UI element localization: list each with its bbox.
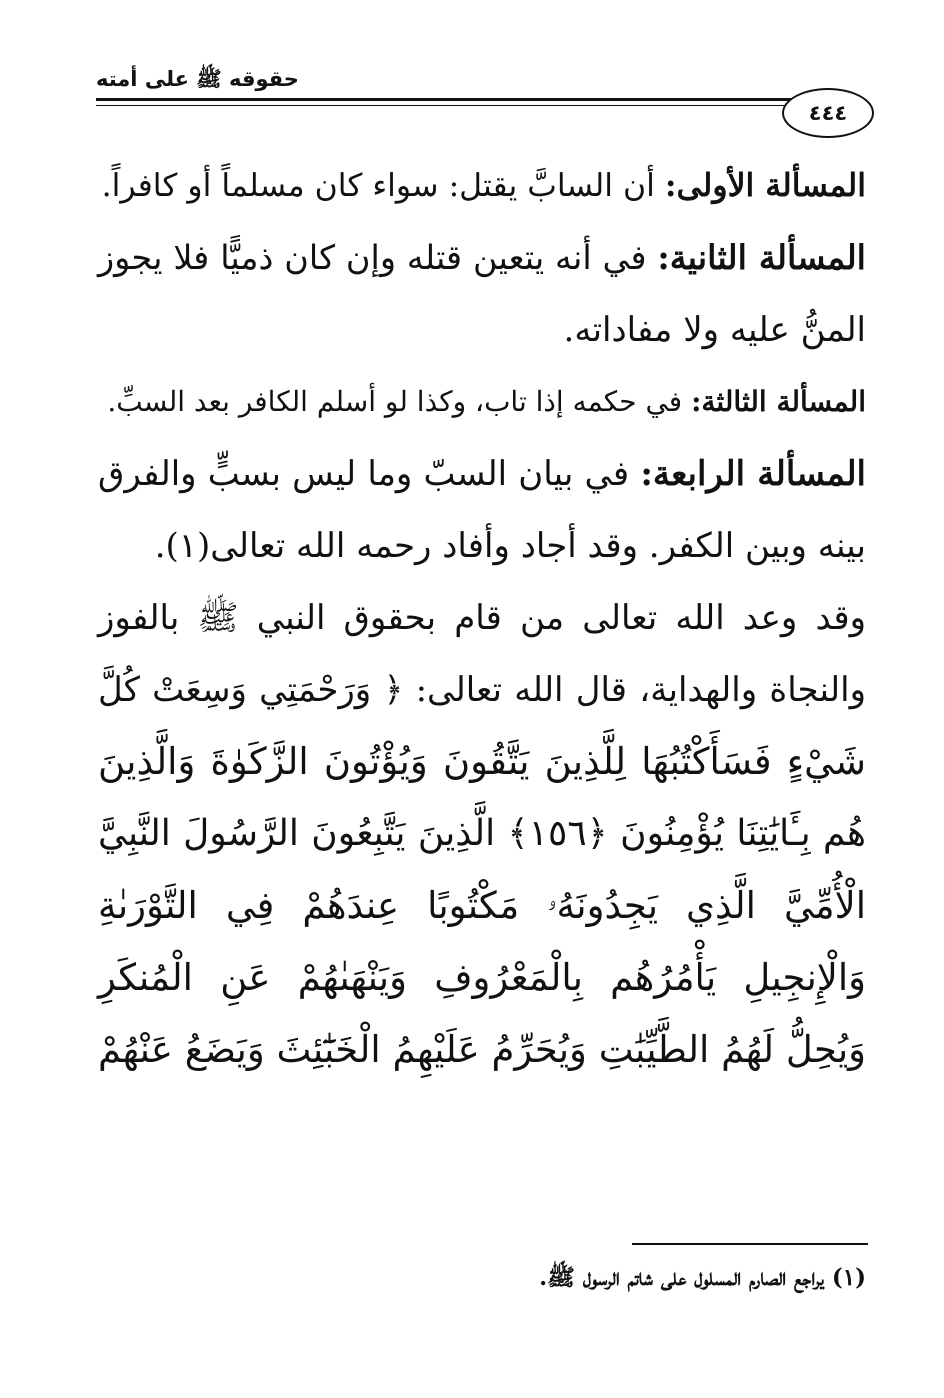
text-line [98, 366, 866, 438]
footnote: (١) يراجع الصارم المسلول على شاتم الرسول ﷺ. [539, 1264, 866, 1291]
issue-text: أن السابَّ يقتل: سواء كان مسلماً أو كافراً. [101, 168, 665, 204]
issue-label: المسألة الرابعة: [640, 454, 866, 494]
text-line: بينه وبين الكفر. وقد أجاد وأفاد رحمه الله تعالى(١). [154, 526, 866, 566]
issue-text: في بيان السبّ وما ليس بسبٍّ والفرق [98, 454, 641, 494]
header-rule [96, 98, 796, 101]
text-line [98, 222, 866, 294]
text-line [98, 438, 866, 510]
header-rule-thin [96, 105, 796, 106]
text-line: والنجاة والهداية، قال الله تعالى: ﴿ وَرَحْمَتِي وَسِعَتْ كُلَّ [98, 670, 866, 710]
quran-verse-line: شَيْءٍ فَسَأَكْتُبُهَا لِلَّذِينَ يَتَّقُونَ وَيُؤْتُونَ الزَّكَوٰةَ وَالَّذِينَ [98, 740, 866, 783]
issue-label: المسألة الأولى: [664, 167, 866, 204]
quran-verse-line: الْأُمِّيَّ الَّذِي يَجِدُونَهُۥ مَكْتُوبًا عِندَهُمْ فِي التَّوْرَىٰةِ [98, 884, 866, 927]
page-header [96, 62, 876, 102]
quran-verse-line: هُم بِـَٔايَٰتِنَا يُؤْمِنُونَ ﴿١٥٦﴾ الَّذِينَ يَتَّبِعُونَ الرَّسُولَ النَّبِيَّ [98, 813, 867, 854]
running-title: حقوقه ﷺ على أمته [96, 67, 299, 91]
text-line: المنُّ عليه ولا مفاداته. [563, 310, 866, 350]
main-text [98, 150, 866, 1086]
quran-verse-line: وَالْإِنجِيلِ يَأْمُرُهُم بِالْمَعْرُوفِ وَيَنْهَىٰهُمْ عَنِ الْمُنكَرِ [98, 956, 866, 999]
text-line [98, 150, 866, 222]
issue-label: المسألة الثالثة: [691, 385, 866, 418]
footnote-separator [632, 1243, 868, 1245]
issue-text: في حكمه إذا تاب، وكذا لو أسلم الكافر بعد السبِّ. [107, 385, 692, 418]
issue-label: المسألة الثانية: [657, 238, 866, 277]
page-number: ٤٤٤ [782, 88, 874, 138]
issue-text: في أنه يتعين قتله وإن كان ذميًّا فلا يجوز [98, 238, 658, 277]
text-line: وقد وعد الله تعالى من قام بحقوق النبي ﷺ بالفوز [98, 598, 866, 638]
quran-verse-line: وَيُحِلُّ لَهُمُ الطَّيِّبَٰتِ وَيُحَرِّمُ عَلَيْهِمُ الْخَبَٰٓئِثَ وَيَضَعُ عَنْهُمْ [98, 1028, 866, 1071]
